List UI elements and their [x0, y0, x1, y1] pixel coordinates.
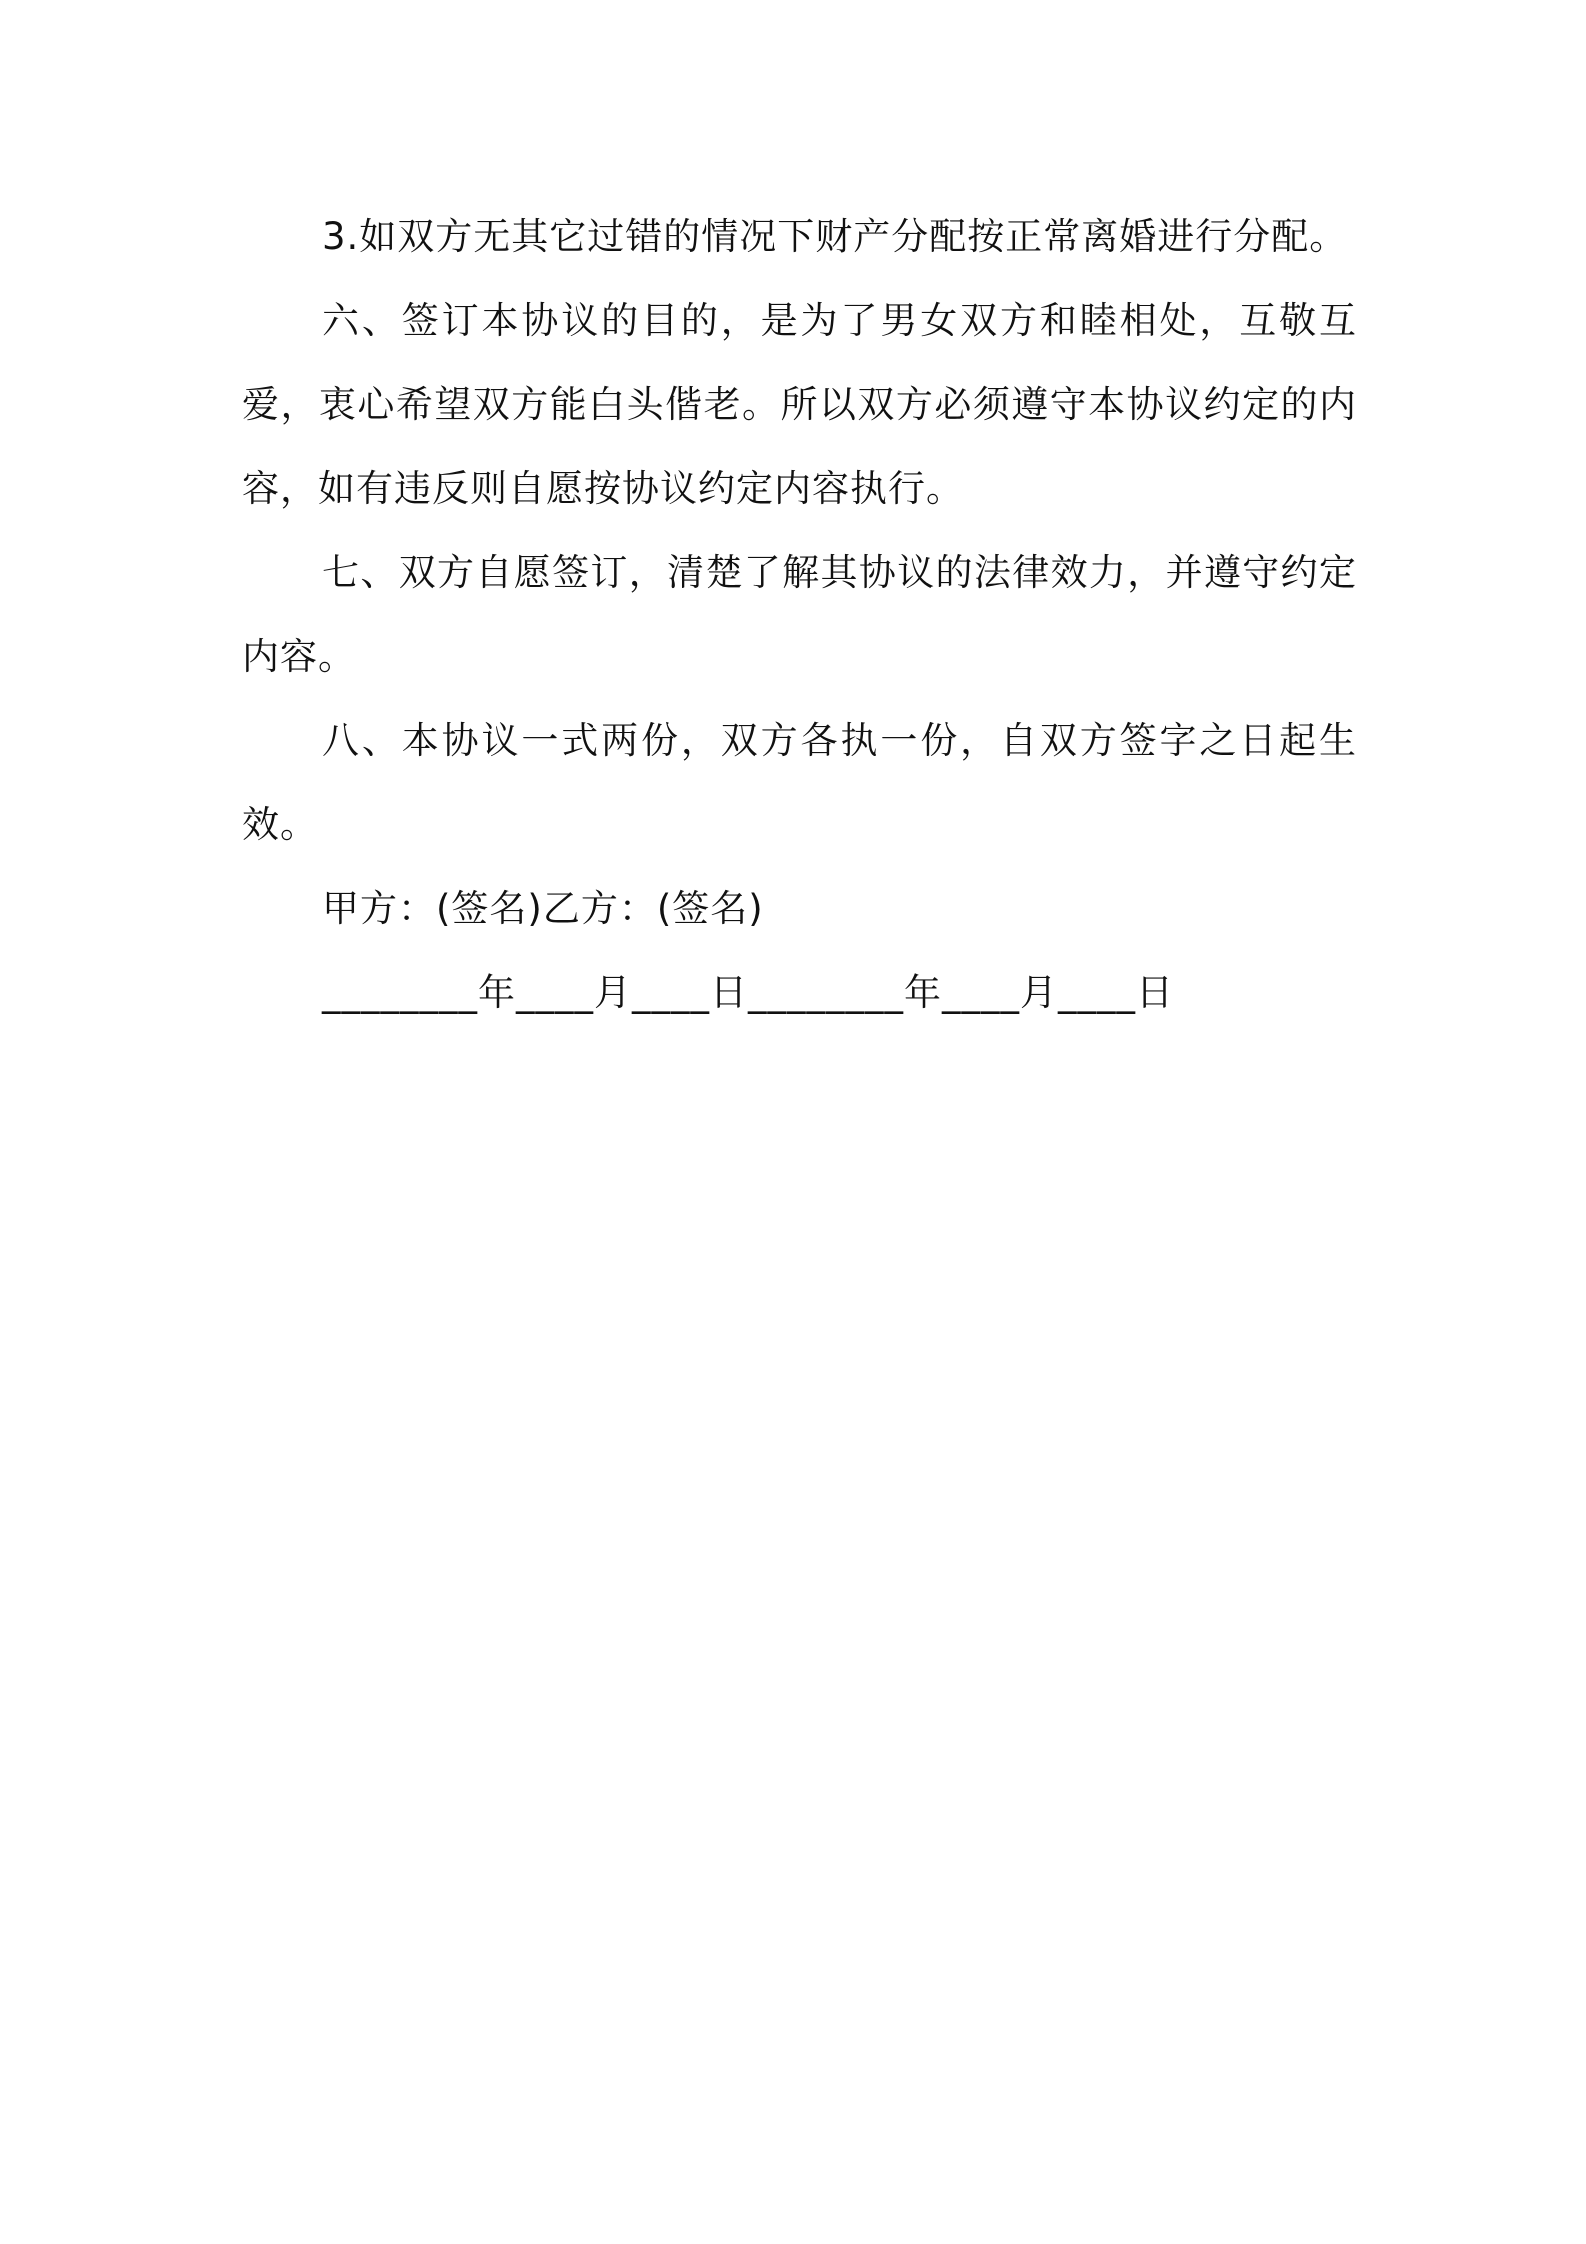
- paragraph-voluntary-signing: 七、双方自愿签订，清楚了解其协议的法律效力，并遵守约定内容。: [242, 551, 1357, 678]
- paragraph-property-division: 3.如双方无其它过错的情况下财产分配按正常离婚进行分配。: [322, 215, 1348, 258]
- paragraph-purpose: 六、签订本协议的目的，是为了男女双方和睦相处，互敬互爱，衷心希望双方能白头偕老。所以双方必须遵守本协议约定的内容，如有违反则自愿按协议约定内容执行。: [242, 299, 1357, 510]
- date-line: ________年____月____日________年____月____日: [322, 971, 1174, 1014]
- document-body: [242, 195, 1357, 1035]
- paragraph-copies-effective: 八、本协议一式两份，双方各执一份，自双方签字之日起生效。: [242, 719, 1357, 846]
- signature-line: 甲方：(签名)乙方：(签名): [322, 887, 764, 930]
